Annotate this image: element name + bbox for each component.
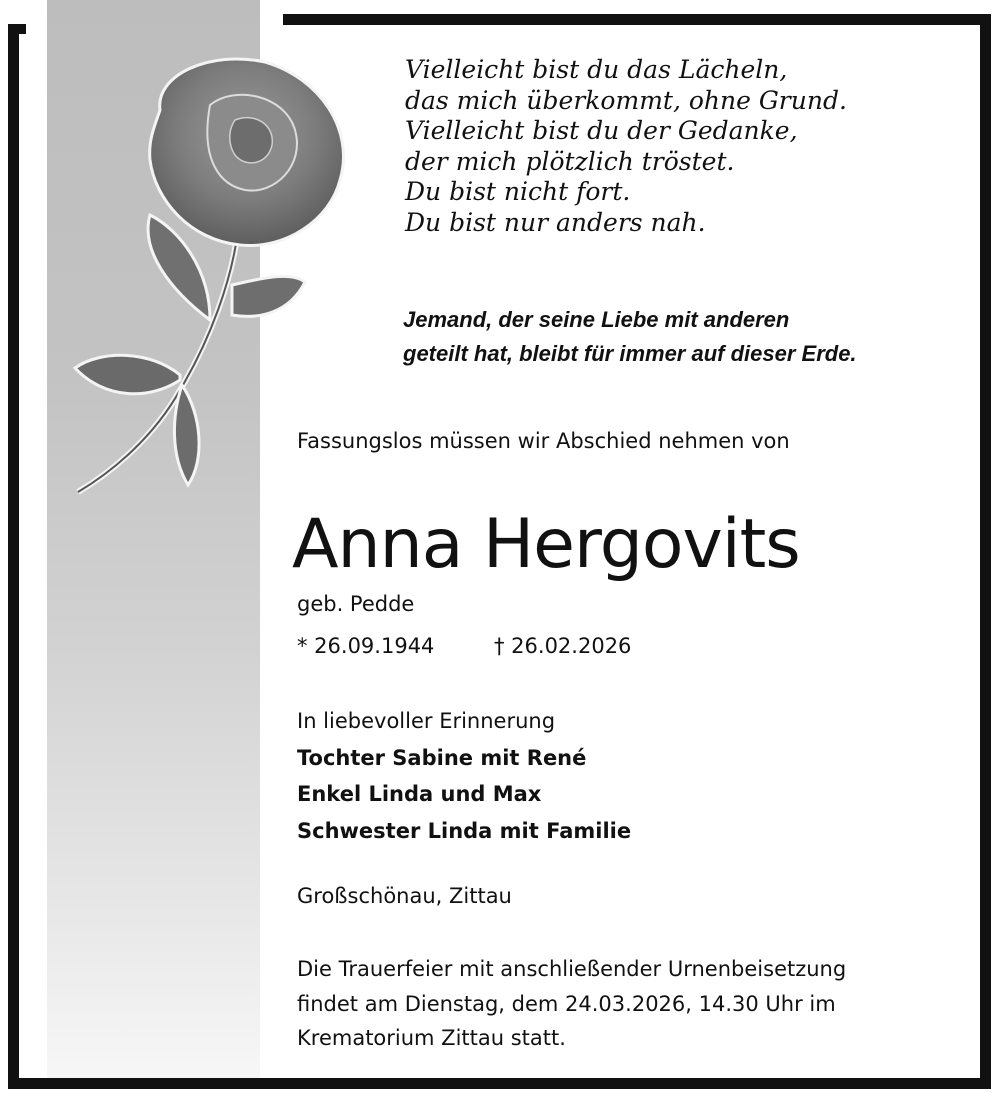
poem-line: Du bist nur anders nah. xyxy=(405,207,706,237)
poem-line: Du bist nicht fort. xyxy=(405,177,631,206)
mourners-block xyxy=(297,703,631,849)
frame-top-border xyxy=(283,14,988,25)
frame-left-border xyxy=(8,24,19,1085)
mourner-line: Schwester Linda mit Familie xyxy=(297,818,632,843)
poem xyxy=(405,55,847,238)
poem-line: Vielleicht bist du das Lächeln, xyxy=(405,55,788,84)
frame-right-border xyxy=(980,14,991,1085)
quote-line: Jemand, der seine Liebe mit anderen xyxy=(403,307,790,332)
birth-date: * 26.09.1944 xyxy=(297,634,435,658)
death-date: † 26.02.2026 xyxy=(494,634,632,658)
funeral-line: findet am Dienstag, dem 24.03.2026, 14.30 Uhr im xyxy=(297,991,836,1016)
funeral-line: Krematorium Zittau statt. xyxy=(297,1026,566,1050)
poem-line: der mich plötzlich tröstet. xyxy=(405,146,735,176)
quote-line: geteilt hat, bleibt für immer auf dieser Erde. xyxy=(403,341,857,366)
memory-heading: In liebevoller Erinnerung xyxy=(297,709,556,733)
funeral-info xyxy=(297,952,846,1056)
birth-name: geb. Pedde xyxy=(297,592,415,616)
quote xyxy=(403,303,857,371)
life-dates xyxy=(297,634,632,658)
mourner-line: Enkel Linda und Max xyxy=(297,782,542,806)
poem-line: das mich überkommt, ohne Grund. xyxy=(405,85,847,115)
funeral-line: Die Trauerfeier mit anschließender Urnenbeisetzung xyxy=(297,957,847,981)
mourner-line: Tochter Sabine mit René xyxy=(297,745,587,770)
intro-text: Fassungslos müssen wir Abschied nehmen von xyxy=(297,429,790,453)
deceased-name: Anna Hergovits xyxy=(292,505,800,584)
poem-line: Vielleicht bist du der Gedanke, xyxy=(405,116,798,145)
place: Großschönau, Zittau xyxy=(297,884,512,908)
frame-bottom-border xyxy=(8,1078,991,1089)
